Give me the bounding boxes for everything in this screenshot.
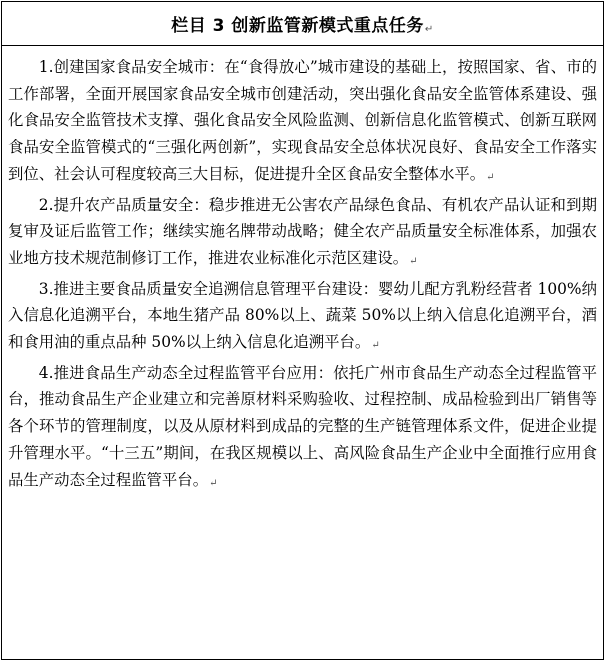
task-paragraph-4 <box>8 360 597 498</box>
paragraph-mark-icon: ↵ <box>486 171 495 183</box>
table-title <box>171 11 434 36</box>
task-paragraph-4-text: 4.推进食品生产动态全过程监管平台应用：依托广州市食品生产动态全过程监管平台，推动食品生产企业建立和完善原材料采购验收、过程控制、成品检验到出厂销售等各个环节的管理制度，以及从原材料到成品的完整的生产链管理体系文件，促进企业提升管理水平。“十三五”期间，在我区规模以上、高风险食品生产企业中全面推行应用食品生产动态全过程监管平台。 <box>8 363 597 489</box>
paragraph-mark-icon: ↵ <box>409 255 418 267</box>
table-content <box>2 46 603 497</box>
task-paragraph-2 <box>8 192 597 276</box>
task-paragraph-3 <box>8 276 597 360</box>
table-title-text: 栏目 3 创新监管新模式重点任务 <box>171 16 424 36</box>
task-paragraph-3-text: 3.推进主要食品质量安全追溯信息管理平台建设：婴幼儿配方乳粉经营者 100%纳入信息化追溯平台，本地生猪产品 80%以上、蔬菜 50%以上纳入信息化追溯平台，酒和食用油的重点品种 50%以上纳入信息化追溯平台。 <box>8 279 597 352</box>
paragraph-mark-icon: ↵ <box>371 340 380 352</box>
title-row <box>2 2 603 46</box>
task-paragraph-2-text: 2.提升农产品质量安全：稳步推进无公害农产品绿色食品、有机农产品认证和到期复审及证后监管工作；继续实施名牌带动战略；健全农产品质量安全标准体系，加强农业地方技术规范制修订工作，推进农业标准化示范区建设。 <box>8 195 597 267</box>
task-paragraph-1 <box>8 54 597 192</box>
paragraph-mark-icon: ↵ <box>209 477 218 489</box>
task-table <box>1 1 604 660</box>
task-paragraph-1-text: 1.创建国家食品安全城市：在“食得放心”城市建设的基础上，按照国家、省、市的工作部署，全面开展国家食品安全城市创建活动，突出强化食品安全监管体系建设、强化食品安全监管技术支撑、强化食品安全风险监测、创新信息化监管模式、创新互联网食品安全监管模式的“三强化两创新”，实现食品安全总体状况良好、食品安全工作落实到位、社会认可程度较高三大目标，促进提升全区食品安全整体水平。 <box>8 58 597 183</box>
paragraph-mark-icon: ↵ <box>424 24 434 35</box>
